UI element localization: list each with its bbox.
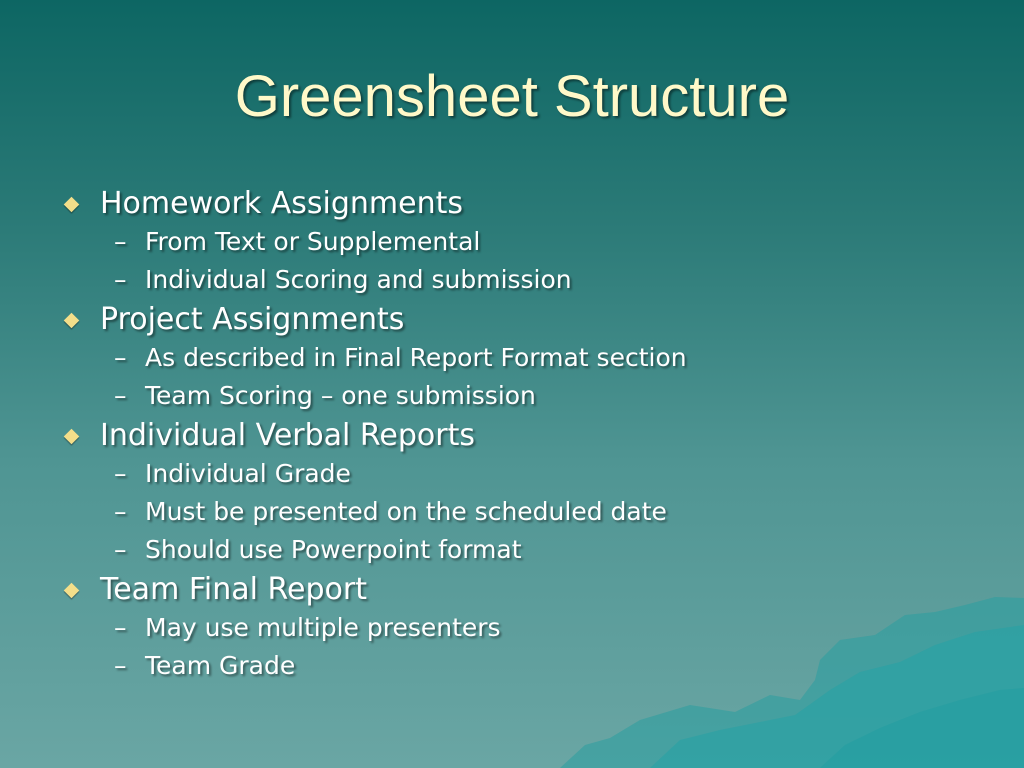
bullet-heading: Project Assignments (100, 302, 405, 337)
sub-bullet (62, 531, 992, 569)
sub-bullet (62, 647, 992, 685)
bullet-homework-assignments (62, 185, 992, 223)
sub-bullet-text: Must be presented on the scheduled date (145, 497, 667, 526)
dash-marker: – (114, 381, 127, 410)
bullet-heading: Homework Assignments (100, 186, 463, 221)
bullet-heading: Team Final Report (100, 572, 367, 607)
sub-bullet-text: Individual Scoring and submission (145, 265, 572, 294)
diamond-bullet-icon (64, 429, 80, 445)
sub-bullet (62, 339, 992, 377)
sub-bullet-text: Should use Powerpoint format (145, 535, 522, 564)
bullet-team-final-report (62, 571, 992, 609)
dash-marker: – (114, 343, 127, 372)
dash-marker: – (114, 227, 127, 256)
dash-marker: – (114, 459, 127, 488)
sub-bullet-text: Team Scoring – one submission (145, 381, 536, 410)
diamond-bullet-icon (64, 313, 80, 329)
diamond-bullet-icon (64, 197, 80, 213)
dash-marker: – (114, 497, 127, 526)
sub-bullet-text: May use multiple presenters (145, 613, 501, 642)
sub-bullet-text: From Text or Supplemental (145, 227, 481, 256)
sub-bullet (62, 455, 992, 493)
bullet-project-assignments (62, 301, 992, 339)
bullet-list (62, 183, 992, 685)
bullet-heading: Individual Verbal Reports (100, 418, 475, 453)
dash-marker: – (114, 535, 127, 564)
sub-bullet (62, 377, 992, 415)
bullet-individual-verbal-reports (62, 417, 992, 455)
sub-bullet-text: Individual Grade (145, 459, 351, 488)
sub-bullet (62, 223, 992, 261)
slide-title: Greensheet Structure (234, 64, 790, 129)
dash-marker: – (114, 651, 127, 680)
sub-bullet-text: Team Grade (145, 651, 296, 680)
sub-bullet (62, 261, 992, 299)
sub-bullet (62, 493, 992, 531)
sub-bullet-text: As described in Final Report Format section (145, 343, 687, 372)
sub-bullet (62, 609, 992, 647)
diamond-bullet-icon (64, 583, 80, 599)
dash-marker: – (114, 613, 127, 642)
dash-marker: – (114, 265, 127, 294)
